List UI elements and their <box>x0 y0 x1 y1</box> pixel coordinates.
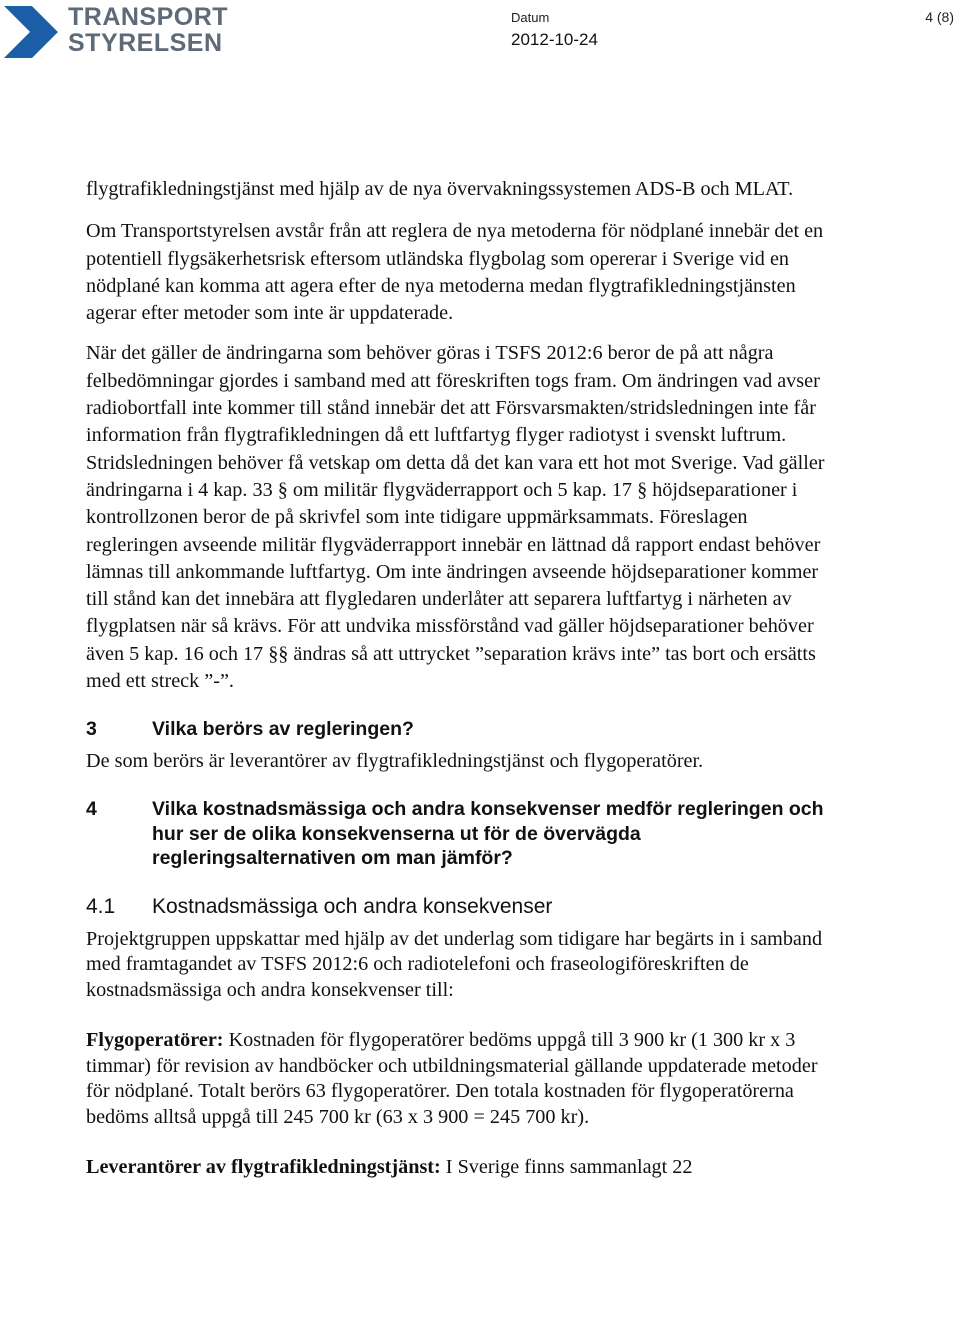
logo-line-2: STYRELSEN <box>68 29 223 57</box>
date-block <box>511 10 598 51</box>
paragraph-4: De som berörs är leverantörer av flygtrafikledningstjänst och flygoperatörer. <box>86 749 704 772</box>
section-title: Vilka kostnadsmässiga och andra konsekvenser medför regleringen och hur ser de olika konsekvenserna ut för de övervägda regleringsalternativen om man jämför? <box>152 798 824 870</box>
leverantorer-text: I Sverige finns sammanlagt 22 <box>440 1156 693 1179</box>
page-header <box>0 0 960 70</box>
section-4-heading <box>86 797 826 871</box>
logo-line-1: TRANSPORT <box>68 3 229 31</box>
section-number: 4.1 <box>86 894 116 918</box>
flygoperatorer-text: Kostnaden för flygoperatörer bedöms uppgå till 3 900 kr (1 300 kr x 3 timmar) för revision av handböcker och utbildningsmaterial gällande uppdaterade metoder för nödplané. Totalt berörs 63 flygoperatörer. Den totala kostnaden för flygoperatörerna bedöms alltså uppgå till 245 700 kr (63 x 3 900 = 245 700 kr). <box>86 1029 818 1128</box>
flygoperatorer-label: Flygoperatörer: <box>86 1029 224 1052</box>
document-body <box>86 176 826 1181</box>
section-3-heading <box>86 717 826 742</box>
section-number: 4 <box>86 798 97 821</box>
paragraph-1: flygtrafikledningstjänst med hjälp av de nya övervakningssystemen ADS-B och MLAT. <box>86 178 794 200</box>
paragraph-6 <box>86 1028 826 1130</box>
section-number: 3 <box>86 718 97 741</box>
section-4-1-heading <box>86 893 826 920</box>
section-title: Vilka berörs av regleringen? <box>152 718 414 741</box>
logo-mark-icon <box>4 6 58 58</box>
paragraph-2: Om Transportstyrelsen avstår från att reglera de nya metoderna för nödplané innebär det en potentiell flygsäkerhetsrisk eftersom utländska flygbolag som opererar i Sverige vid en nödplané kan komma att agera efter de nya metoderna medan flygtrafikledningstjänsten agerar efter metoder som inte är uppdaterade. <box>86 220 824 325</box>
paragraph-3: När det gäller de ändringarna som behöver göras i TSFS 2012:6 beror de på att några felbedömningar gjordes i samband med att föreskriften togs fram. Om ändringen vad avser radiobortfall inte kommer till stånd innebär det att Försvarsmakten/stridsledningen inte får information från flygtrafikledningen då ett luftfartyg flyger radiotyst i svenskt luftrum. Stridsledningen behöver få vetskap om detta då det kan vara ett hot mot Sverige. Vad gäller ändringarna i 4 kap. 33 § om militär flygväderrapport och 5 kap. 17 § höjdseparationer i kontrollzonen beror de på skrivfel som inte tidigare uppmärksammats. Föreslagen regleringen avseende militär flygväderrapport innebär en lättnad då rapport endast behöver lämnas till ankommande luftfartyg. Om inte ändringen avseende höjdseparationer kommer till stånd kan det innebära att flygledaren underlåter att separera luftfartyg i närheten av flygplatsen när så krävs. För att undvika missförstånd vad gäller höjdseparationer behöver även 5 kap. 16 och 17 §§ ändras så att uttrycket ”separation krävs inte” tas bort och ersätts med ett streck ”-”. <box>86 342 825 693</box>
logo-wordmark <box>68 4 228 56</box>
page-number: 4 (8) <box>925 9 954 25</box>
paragraph-7 <box>86 1155 826 1181</box>
date-label: Datum <box>511 10 550 25</box>
date-value: 2012-10-24 <box>511 30 598 49</box>
leverantorer-label: Leverantörer av flygtrafikledningstjänst: <box>86 1156 441 1179</box>
paragraph-5: Projektgruppen uppskattar med hjälp av det underlag som tidigare har begärts in i samband med framtagandet av TSFS 2012:6 och radiotelefoni och fraseologiföreskriften de kostnadsmässiga och andra konsekvenser till: <box>86 927 823 1001</box>
transportstyrelsen-logo <box>4 3 229 60</box>
section-title: Kostnadsmässiga och andra konsekvenser <box>152 894 553 918</box>
